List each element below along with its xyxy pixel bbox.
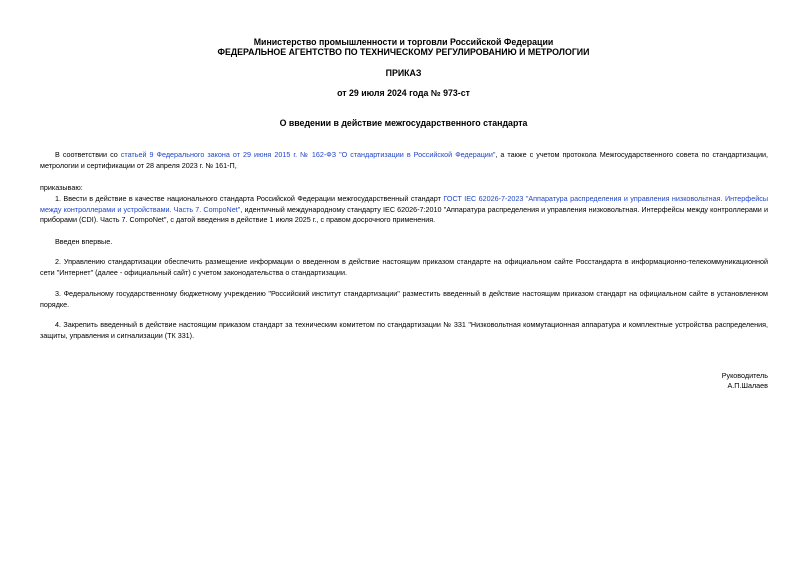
- agency-title: ФЕДЕРАЛЬНОЕ АГЕНТСТВО ПО ТЕХНИЧЕСКОМУ РЕГУЛИРОВАНИЮ И МЕТРОЛОГИИ: [217, 47, 590, 57]
- item-3-paragraph: 3. Федеральному государственному бюджетному учреждению "Российский институт стандартизации" разместить введенный в действие настоящим приказом стандарт на официальном сайте в установленном порядке.: [40, 289, 768, 309]
- document-date-number: от 29 июля 2024 года № 973-ст: [337, 88, 470, 98]
- gost-standard-link[interactable]: ГОСТ IEC 62026-7-2023 "Аппаратура распределения и управления низковольтная. Интерфейсы между контроллерами и устройствами. Часть 7. CompoNet": [40, 194, 768, 214]
- item-2-paragraph: 2. Управлению стандартизации обеспечить размещение информации о введенном в действие настоящим приказом стандарте на официальном сайте Росстандарта в информационно-телекоммуникационной сети "Интернет" (далее - официальный сайт) с учетом законодательства о стандартизации.: [40, 257, 768, 277]
- law-article-link[interactable]: статьей 9 Федерального закона от 29 июня 2015 г. № 162-ФЗ "О стандартизации в Российской Федерации": [120, 150, 496, 159]
- item-1-paragraph: [40, 194, 768, 226]
- preamble-suffix: , а также с учетом протокола Межгосударственного совета по стандартизации, метрологии и сертификации от 28 апреля 2023 г. № 161-П,: [40, 150, 768, 170]
- preamble-prefix: В соответствии со: [55, 150, 121, 159]
- document-type: ПРИКАЗ: [385, 68, 422, 78]
- signature-title: Руководитель: [721, 371, 768, 380]
- signature-name: А.П.Шалаев: [727, 381, 768, 390]
- document-subject: О введении в действие межгосударственного стандарта: [279, 118, 528, 128]
- item-1-suffix: , идентичный международному стандарту IEC 62026-7:2010 "Аппаратура распределения и управления низковольтная. Интерфейсы между контроллерами и приборами (CDI). Часть 7. CompoNet", с датой введения в действие 1 июля 2025 г., с правом досрочного применения.: [40, 204, 768, 224]
- item-4-paragraph: 4. Закрепить введенный в действие настоящим приказом стандарт за техническим комитетом по стандартизации № 331 "Низковольтная коммутационная аппаратура и комплектные устройства распределения, защиты, управления и сигнализации (ТК 331).: [40, 320, 768, 340]
- order-word: приказываю:: [40, 183, 83, 192]
- item-1-prefix: 1. Ввести в действие в качестве национального стандарта Российской Федерации межгосударственный стандарт: [55, 194, 444, 203]
- introduced-note: Введен впервые.: [55, 237, 113, 246]
- ministry-title: Министерство промышленности и торговли Российской Федерации: [253, 37, 554, 47]
- preamble-paragraph: [40, 150, 768, 171]
